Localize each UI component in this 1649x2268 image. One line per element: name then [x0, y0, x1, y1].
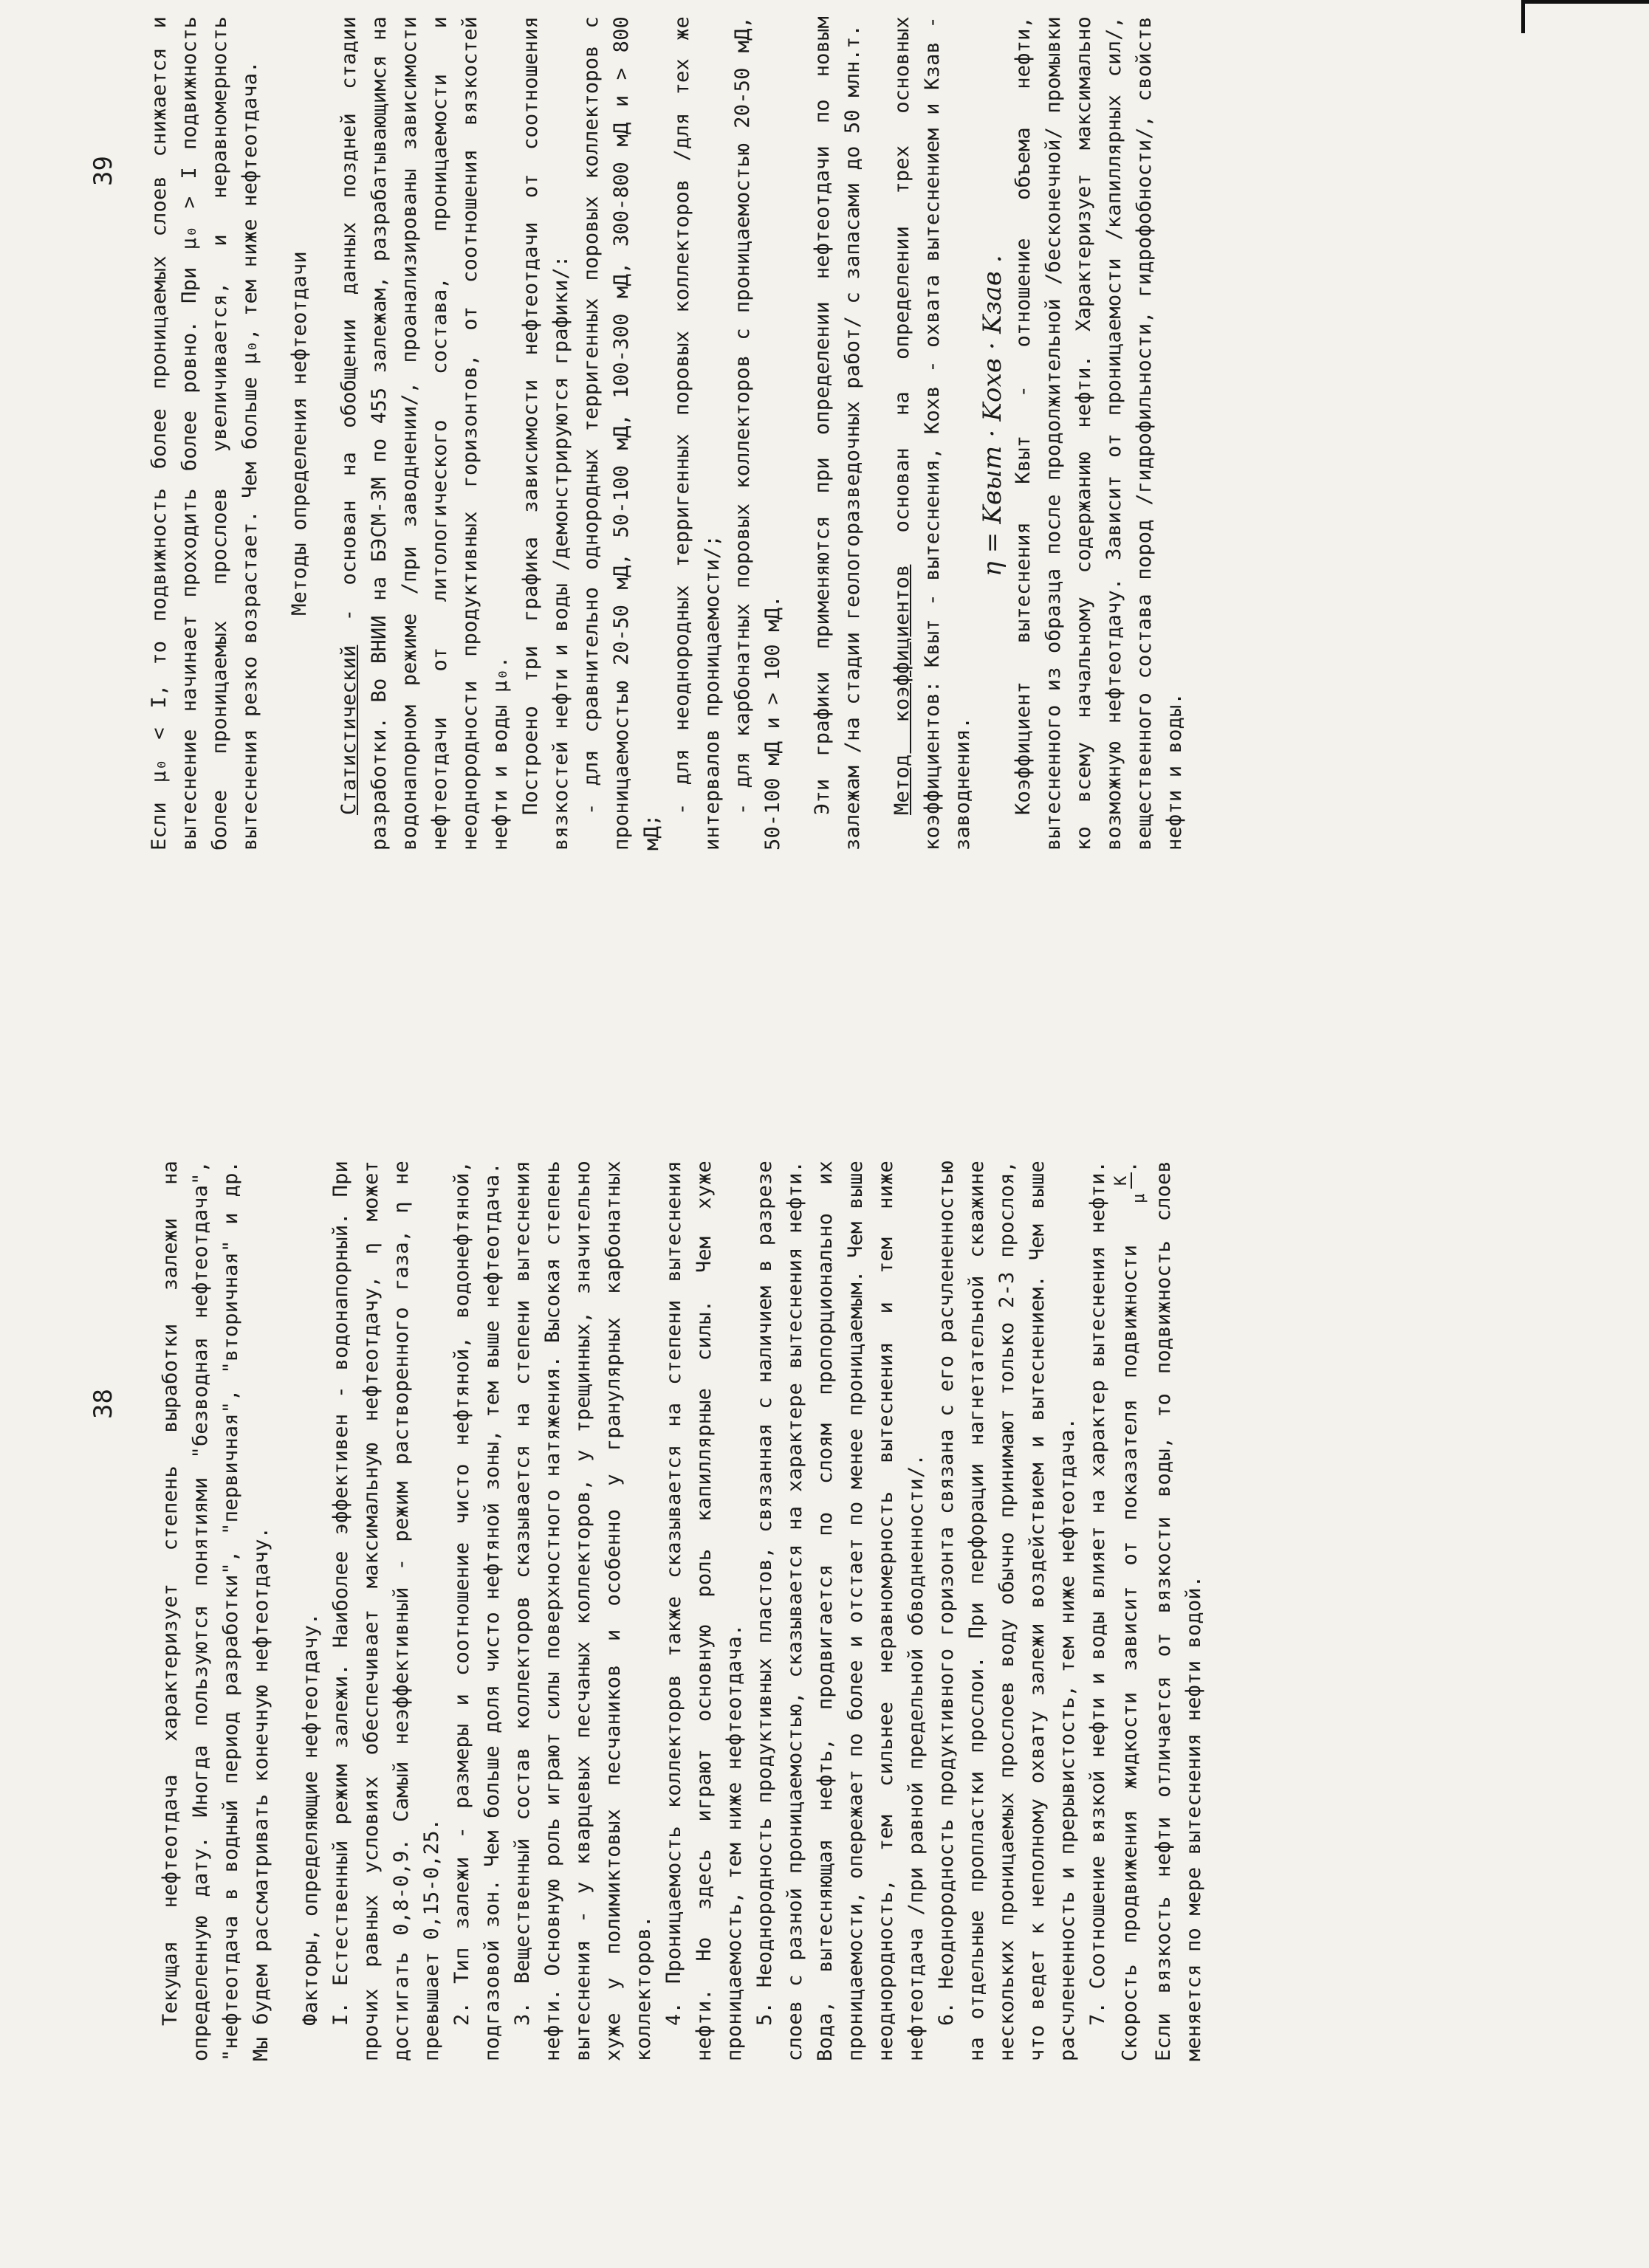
formula: η = Kвыт · Kохв · Kзав .	[978, 255, 1007, 577]
page-number: 39	[89, 156, 118, 186]
paragraph: 5. Неоднородность продуктивных пластов, связанная с наличием в разрезе слоев с разной проницаемостью, сказывается на характере вытеснения нефти. Вода, вытесняющая нефть, продвигается по слоям пропорционально их проницаемости, опережает по более и отстает по менее проницаемым. Чем выше неоднородность, тем сильнее неравномерность вытеснения и тем ниже нефтеотдача /при равной предельной обводненности/.	[753, 1161, 928, 2061]
list-item: - для неоднородных терригенных поровых коллекторов /для тех же интервалов проницаемости/;	[671, 16, 724, 850]
paragraph: Построено три графика зависимости нефтеотдачи от соотношения вязкостей нефти и воды /демонстрируются графики/:	[519, 16, 572, 850]
paragraph-start: 7. Соотношение вязкой нефти и воды влияет на характер вытеснения нефти. Скорость продвижения жидкости зависит от показателя подвижности	[1086, 1161, 1142, 2061]
paragraph-end: Если вязкость нефти отличается от вязкости воды, то подвижность слоев меняется по мере вытеснения нефти водой.	[1152, 1161, 1205, 2061]
paragraph: Эти графики применяются при определении нефтеотдачи по новым залежам /на стадии геологоразведочных работ/ с запасами до 50 млн.т.	[811, 16, 864, 850]
method-text: - основан на обобщении данных поздней стадии разработки. Во ВНИИ на БЭСМ-3М по 455 залежам, разрабатывающимся на водонапорном режиме /при заводнении/, проанализированы зависимости нефтеотдачи от литологического состава, проницаемости и неоднородности продуктивных горизонтов, от соотношения вязкостей нефти и воды μ₀.	[337, 16, 512, 850]
paragraph: Коэффициент вытеснения Kвыт - отношение объема нефти, вытесненного из образца после продолжительной /бесконечной/ промывки ко всему начальному содержанию нефти. Характеризует максимально возможную нефтеотдачу. Зависит от проницаемости /капиллярных сил/, вещественного состава пород /гидрофильности, гидрофобности/, свойств нефти и воды.	[1012, 16, 1186, 850]
section-title: Методы определения нефтеотдачи	[288, 251, 311, 616]
paragraph: I. Естественный режим залежи. Наиболее эффективен - водонапорный. При прочих равных условиях обеспечивает максимальную нефтеотдачу, η может достигать 0,8-0,9. Самый неэффективный - режим растворенного газа, η не превышает 0,15-0,25.	[329, 1161, 443, 2061]
paragraph	[334, 16, 515, 850]
paragraph: 7. Соотношение вязкой нефти и воды влияет на характер вытеснения нефти. Скорость продвижения жидкости зависит от показателя подвижности K μ. Если вязкость нефти отличается от вязкости воды, то подвижность слоев меняется по мере вытеснения нефти водой.	[1086, 1161, 1205, 2061]
method-label: Метод коэффициентов	[891, 564, 913, 815]
page-number: 38	[89, 1389, 118, 1419]
paragraph: Факторы, определяющие нефтеотдачу.	[299, 1612, 322, 2026]
paragraph	[887, 16, 978, 850]
page-38	[0, 1131, 1649, 2268]
list-item: - для сравнительно однородных терригенных поровых коллекторов с проницаемостью 20-50 мД, 50-100 мД, 100-300 мД, 300-800 мД и > 800 мД;	[580, 16, 663, 850]
paragraph: 3. Вещественный состав коллекторов сказывается на степени вытеснения нефти. Основную роль играют силы поверхностного натяжения. Высокая степень вытеснения - у кварцевых песчаных коллекторов, у трещинных, значительно хуже у полимиктовых песчаников и особенно у гранулярных карбонатных коллекторов.	[511, 1161, 655, 2061]
paragraph: 4. Проницаемость коллекторов также сказывается на степени вытеснения нефти. Но здесь играют основную роль капиллярные силы. Чем хуже проницаемость, тем ниже нефтеотдача.	[662, 1161, 746, 2061]
fraction-denominator: μ	[1130, 1193, 1148, 1203]
page-39	[0, 0, 1649, 1087]
fraction-numerator: K	[1112, 1172, 1132, 1188]
scan-edge-line	[1521, 0, 1525, 33]
paragraph: Текущая нефтеотдача характеризует степень выработки залежи на определенную дату. Иногда пользуются понятиями "безводная нефтеотдача", "нефтеотдача в водный период разработки", "первичная", "вторичная" и др. Мы будем рассматривать конечную нефтеотдачу.	[159, 1161, 272, 2061]
method-label: Статистический	[337, 645, 360, 815]
method-text: основан на определении трех основных коэффициентов: Kвыт - вытеснения, Kохв - охвата вытеснением и Kзав - заводнения.	[891, 16, 974, 850]
list-item: - для карбонатных поровых коллекторов с проницаемостью 20-50 мД, 50-100 мД и > 100 мД.	[731, 16, 784, 850]
page-text	[144, 16, 1190, 850]
paragraph: 2. Тип залежи - размеры и соотношение чисто нефтяной, водонефтяной, подгазовой зон. Чем больше доля чисто нефтяной зоны, тем выше нефтеотдача.	[450, 1161, 504, 2061]
paragraph: Если μ₀ < I, то подвижность более проницаемых слоев снижается и вытеснение начинает проходить более ровно. При μ₀ > I подвижность более проницаемых прослоев увеличивается, и неравномерность вытеснения резко возрастает. Чем больше μ₀, тем ниже нефтеотдача.	[148, 16, 261, 850]
scan-edge-line	[1521, 0, 1649, 4]
mobility-fraction	[1113, 1172, 1148, 1223]
paragraph: 6. Неоднородность продуктивного горизонта связана с его расчлененностью на отдельные пропластки прослои. При перфорации нагнетательной скважине нескольких проницаемых прослоев воду обычно принимают только 2-3 прослоя, что ведет к неполному охвату залежи воздействием и вытеснением. Чем выше расчлененность и прерывистость, тем ниже нефтеотдача.	[935, 1161, 1079, 2061]
page-text	[155, 1161, 1209, 2061]
